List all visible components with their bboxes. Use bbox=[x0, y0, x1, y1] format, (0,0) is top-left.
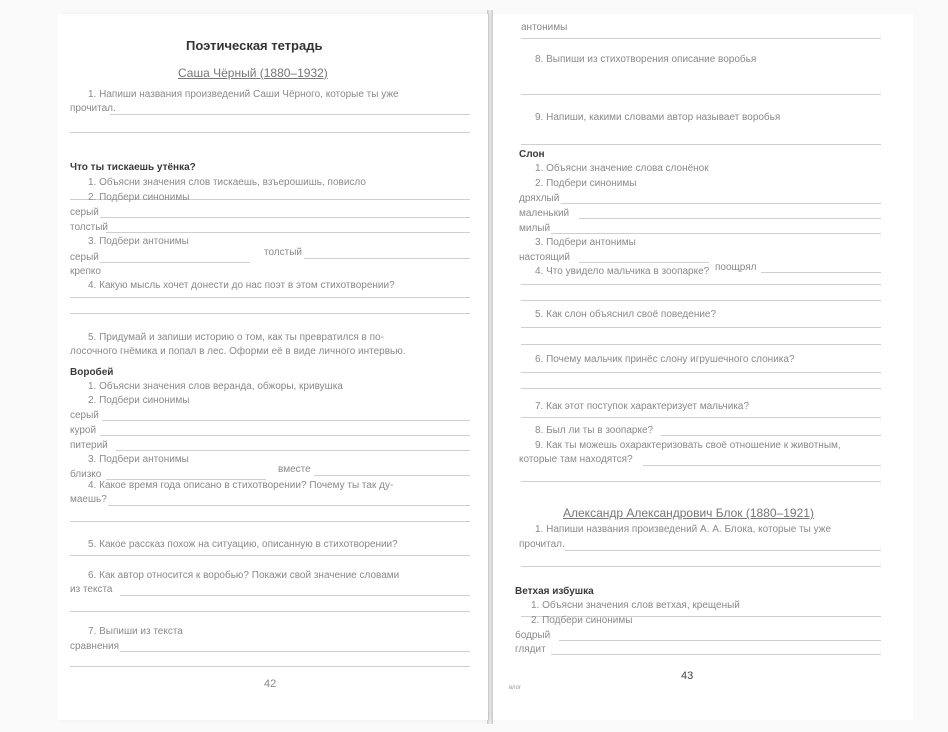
task-text: антонимы bbox=[521, 22, 568, 33]
task-text: 2. Подбери синонимы bbox=[531, 615, 633, 626]
task-text: 1. Напиши названия произведений А. А. Блока, которые ты уже bbox=[535, 524, 832, 535]
answer-line bbox=[70, 521, 470, 522]
task-text: 3. Подбери антонимы bbox=[88, 236, 189, 247]
task-text: 6. Как автор относится к воробью? Покажи свой значение словами bbox=[88, 570, 400, 581]
task-text: прочитал. bbox=[519, 539, 565, 550]
answer-line bbox=[521, 481, 881, 482]
answer-line bbox=[108, 505, 470, 506]
word-label: крепко bbox=[70, 266, 101, 277]
word-label: бодрый bbox=[515, 630, 551, 641]
answer-line bbox=[521, 284, 881, 285]
answer-line bbox=[304, 258, 470, 259]
word-label: поощрял bbox=[715, 262, 757, 273]
answer-line bbox=[110, 114, 470, 115]
task-text: прочитал. bbox=[70, 103, 116, 114]
answer-line bbox=[521, 566, 881, 567]
task-text: 5. Как слон объяснил своё поведение? bbox=[535, 309, 717, 320]
task-text: 2. Подбери синонимы bbox=[535, 178, 637, 189]
answer-line bbox=[100, 262, 250, 263]
task-text: 4. Какое время года описано в стихотворении? Почему ты так ду- bbox=[88, 480, 394, 491]
answer-line bbox=[70, 666, 470, 667]
task-text: которые там находятся? bbox=[519, 454, 633, 465]
answer-line bbox=[521, 327, 881, 328]
answer-line bbox=[120, 651, 470, 652]
answer-line bbox=[521, 94, 881, 95]
answer-line bbox=[551, 654, 881, 655]
word-label: близко bbox=[70, 469, 102, 480]
section-title: Ветхая избушка bbox=[515, 586, 594, 597]
answer-line bbox=[551, 233, 881, 234]
answer-line bbox=[521, 372, 881, 373]
task-text: 2. Подбери синонимы bbox=[88, 395, 190, 406]
word-label: маленький bbox=[519, 208, 570, 219]
task-text: 3. Подбери антонимы bbox=[535, 237, 636, 248]
answer-line bbox=[314, 475, 470, 476]
task-text: 4. Что увидело мальчика в зоопарке? bbox=[535, 266, 710, 277]
answer-line bbox=[521, 344, 881, 345]
author-heading: Александр Александрович Блок (1880–1921) bbox=[563, 506, 814, 520]
answer-line bbox=[579, 218, 881, 219]
word-label: глядит bbox=[515, 644, 546, 655]
task-text: 1. Объясни значения слов ветхая, крещеный bbox=[531, 600, 740, 611]
corner-mark: влог bbox=[509, 685, 522, 691]
task-text: 9. Как ты можешь охарактеризовать своё отношение к животным, bbox=[535, 440, 841, 451]
answer-line bbox=[70, 132, 470, 133]
answer-line bbox=[102, 420, 470, 421]
task-text: 5. Придумай и запиши историю о том, как ты превратился в по- bbox=[88, 332, 384, 343]
word-label: серый bbox=[70, 207, 99, 218]
task-text: 2. Подбери синонимы bbox=[88, 192, 190, 203]
answer-line bbox=[761, 272, 881, 273]
right-page bbox=[492, 14, 913, 720]
answer-line bbox=[565, 550, 881, 551]
answer-line bbox=[70, 297, 470, 298]
word-label: серый bbox=[70, 252, 99, 263]
task-text: 5. Какое рассказ похож на ситуацию, описанную в стихотворении? bbox=[88, 539, 398, 550]
word-label: милый bbox=[519, 223, 551, 234]
task-text: 1. Объясни значение слова слонёнок bbox=[535, 163, 709, 174]
answer-line bbox=[521, 38, 881, 39]
word-label: вместе bbox=[278, 464, 311, 475]
task-text: 8. Был ли ты в зоопарке? bbox=[535, 425, 654, 436]
answer-line bbox=[116, 450, 470, 451]
answer-line bbox=[106, 232, 470, 233]
answer-line bbox=[559, 640, 881, 641]
task-text: 4. Какую мысль хочет донести до нас поэт в этом стихотворении? bbox=[88, 280, 395, 291]
task-text: 7. Как этот поступок характеризует мальчика? bbox=[535, 401, 750, 412]
answer-line bbox=[70, 313, 470, 314]
answer-line bbox=[521, 144, 881, 145]
task-text: 1. Объясни значения слов тискаешь, взъерошишь, повисло bbox=[88, 177, 366, 188]
word-label: питерий bbox=[70, 440, 108, 451]
section-title: Воробей bbox=[70, 367, 114, 378]
task-text: 9. Напиши, какими словами автор называет воробья bbox=[535, 112, 781, 123]
answer-line bbox=[521, 417, 881, 418]
answer-line bbox=[643, 465, 881, 466]
task-text: из текста bbox=[70, 584, 113, 595]
task-text: 3. Подбери антонимы bbox=[88, 454, 189, 465]
section-title: Слон bbox=[519, 149, 545, 160]
section-title: Что ты тискаешь утёнка? bbox=[70, 162, 196, 173]
answer-line bbox=[521, 388, 881, 389]
task-text: лосочного гнёмика и попал в лес. Оформи её в виде личного интервью. bbox=[70, 346, 406, 357]
page-title: Поэтическая тетрадь bbox=[186, 38, 323, 53]
task-text: 8. Выпиши из стихотворения описание воробья bbox=[535, 54, 757, 65]
page-number: 42 bbox=[264, 678, 277, 690]
task-text: маешь? bbox=[70, 494, 107, 505]
left-page bbox=[58, 14, 489, 720]
word-label: курой bbox=[70, 425, 97, 436]
task-text: 1. Объясни значения слов веранда, обжоры, кривушка bbox=[88, 381, 343, 392]
word-label: серый bbox=[70, 410, 99, 421]
answer-line bbox=[70, 611, 470, 612]
answer-line bbox=[120, 595, 470, 596]
answer-line bbox=[561, 203, 881, 204]
word-label: сравнения bbox=[70, 641, 120, 652]
page-number: 43 bbox=[681, 670, 694, 682]
word-label: дряхлый bbox=[519, 193, 560, 204]
answer-line bbox=[100, 435, 470, 436]
word-label: толстый bbox=[264, 247, 302, 258]
answer-line bbox=[70, 555, 470, 556]
task-text: 7. Выпиши из текста bbox=[88, 626, 183, 637]
answer-line bbox=[661, 435, 881, 436]
task-text: 6. Почему мальчик принёс слону игрушечного слоника? bbox=[535, 354, 795, 365]
task-text: 1. Напиши названия произведений Саши Чёрного, которые ты уже bbox=[88, 89, 399, 100]
answer-line bbox=[579, 262, 709, 263]
word-label: настоящий bbox=[519, 252, 570, 263]
word-label: толстый bbox=[70, 222, 108, 233]
answer-line bbox=[521, 300, 881, 301]
answer-line bbox=[100, 217, 470, 218]
author-heading: Саша Чёрный (1880–1932) bbox=[178, 66, 328, 80]
